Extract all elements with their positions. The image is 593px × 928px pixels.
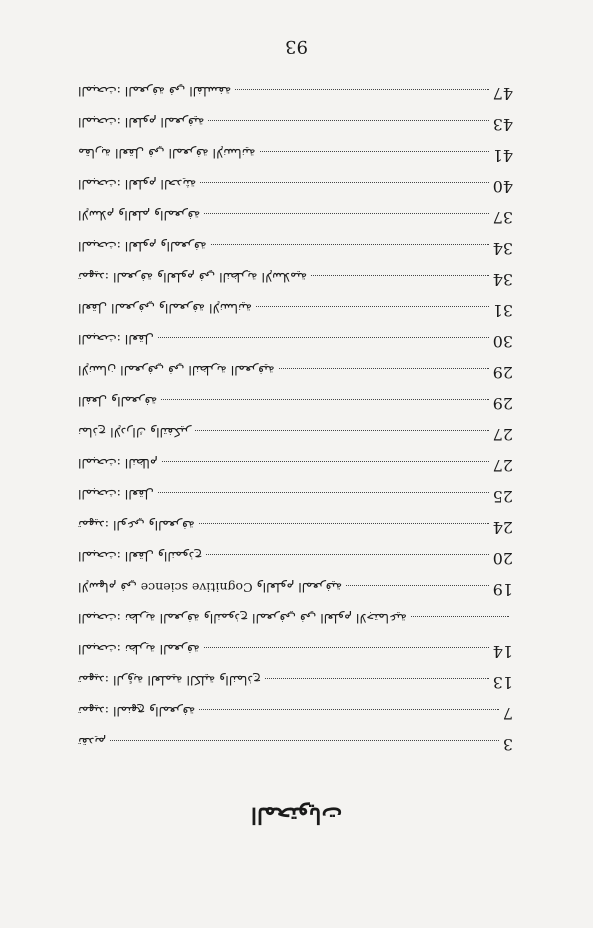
toc-entry-page: 20 <box>492 549 513 568</box>
toc-entry <box>78 642 513 673</box>
toc-entry-page: 31 <box>492 301 513 320</box>
toc-entry-title: تمهيد: المنهج والمعرفة <box>78 704 196 719</box>
toc-leader-dots <box>161 399 488 400</box>
toc-leader-dots <box>235 89 488 90</box>
toc-leader-dots <box>206 554 488 555</box>
toc-entry-page: 40 <box>492 177 513 196</box>
toc-entry <box>78 363 513 394</box>
toc-entry-title: الفعل والمعرفة <box>78 394 158 409</box>
toc-entry <box>78 301 513 332</box>
toc-entry-page: 3 <box>502 735 513 754</box>
toc-leader-dots <box>204 647 489 648</box>
toc-entry <box>78 487 513 518</box>
toc-entry-title: تمهيد: الوعي والمعرفة <box>78 518 195 533</box>
toc-entry-title: مقاربة العقل في المعرفة الإنسانية <box>78 146 256 161</box>
toc-entry-page: 14 <box>492 642 513 661</box>
toc-entry <box>78 208 513 239</box>
toc-entry-title: المبحث: المعرفة في الفلسفة <box>78 84 232 99</box>
toc-entry <box>78 456 513 487</box>
table-of-contents <box>78 84 513 766</box>
toc-leader-dots <box>279 368 489 369</box>
toc-entry <box>78 518 513 549</box>
toc-entry-page: 47 <box>492 84 513 103</box>
toc-entry-title: تقديم <box>78 735 107 750</box>
toc-leader-dots <box>199 709 499 710</box>
toc-entry-page: 43 <box>492 115 513 134</box>
toc-leader-dots <box>162 461 489 462</box>
toc-leader-dots <box>265 678 489 679</box>
toc-leader-dots <box>311 275 488 276</box>
toc-entry <box>78 611 513 642</box>
toc-entry-title: المبحث: نظرية المعرفة والنموذج المعرفي في العلوم الاجتماعية <box>78 611 407 626</box>
toc-entry <box>78 704 513 735</box>
toc-leader-dots <box>158 492 489 493</box>
toc-heading: المحتويات <box>250 802 343 828</box>
toc-entry <box>78 146 513 177</box>
toc-entry <box>78 115 513 146</box>
toc-leader-dots <box>260 151 489 152</box>
toc-entry-page: 30 <box>492 332 513 351</box>
toc-entry-title: المبحث: العقل والنموذج <box>78 549 203 564</box>
page-number: 93 <box>285 36 308 57</box>
toc-entry-title: المبحث: النظام <box>78 456 158 471</box>
toc-leader-dots <box>256 306 489 307</box>
toc-entry <box>78 549 513 580</box>
toc-leader-dots <box>199 523 489 524</box>
toc-entry-page: 25 <box>492 487 513 506</box>
toc-entry <box>78 84 513 115</box>
toc-entry-page: 29 <box>492 363 513 382</box>
toc-entry <box>78 425 513 456</box>
toc-leader-dots <box>211 244 489 245</box>
toc-leader-dots <box>195 430 489 431</box>
toc-entry <box>78 239 513 270</box>
toc-entry-page: 27 <box>492 425 513 444</box>
toc-entry-title: العقل المعرفي والمعرفة الإنسانية <box>78 301 252 316</box>
toc-entry-page: 41 <box>492 146 513 165</box>
toc-entry <box>78 673 513 704</box>
toc-entry-title: تمهيد: المعرفة والعلوم في النظرية الإسلامية <box>78 270 308 285</box>
toc-entry-page: 29 <box>492 394 513 413</box>
toc-entry <box>78 332 513 363</box>
toc-entry-title: تمهيد: الرؤية العلمية الكلية والنماذج <box>78 673 262 688</box>
toc-leader-dots <box>110 740 499 741</box>
toc-entry-title: المبحث: العقل <box>78 487 154 502</box>
toc-leader-dots <box>208 120 488 121</box>
toc-entry-page: 37 <box>492 208 513 227</box>
toc-leader-dots <box>204 213 488 214</box>
toc-entry <box>78 177 513 208</box>
toc-entry <box>78 580 513 611</box>
toc-entry-page: 7 <box>502 704 513 723</box>
toc-leader-dots <box>200 182 488 183</box>
toc-entry <box>78 735 513 766</box>
toc-entry-page: 27 <box>492 456 513 475</box>
toc-entry-page: 34 <box>492 270 513 289</box>
toc-entry <box>78 270 513 301</box>
toc-entry-page: 19 <box>492 580 513 599</box>
toc-entry-page: 13 <box>492 673 513 692</box>
toc-entry-title: الإسلام والعلم والمعرفة <box>78 208 201 223</box>
toc-leader-dots <box>346 585 489 586</box>
toc-entry <box>78 394 513 425</box>
toc-entry-title: المبحث: العلوم الحديثة <box>78 177 197 192</box>
toc-entry-title: الإنسان المعرفي في النظرية المعرفية <box>78 363 275 378</box>
toc-leader-dots <box>411 616 509 617</box>
toc-entry-page: 24 <box>492 518 513 537</box>
toc-leader-dots <box>158 337 489 338</box>
toc-entry-title: المبحث: نظرية المعرفة <box>78 642 200 657</box>
toc-entry-title: المبحث: العلوم والمعرفة <box>78 239 207 254</box>
toc-entry-title: المبحث: العقل <box>78 332 154 347</box>
toc-entry-title: الإسهام في Cognitive science والعلوم المعرفية <box>78 580 343 595</box>
toc-entry-title: نماذج الإدراك والتفكير <box>78 425 192 440</box>
toc-entry-title: المبحث: العلوم المعرفية <box>78 115 205 130</box>
toc-entry-page: 34 <box>492 239 513 258</box>
